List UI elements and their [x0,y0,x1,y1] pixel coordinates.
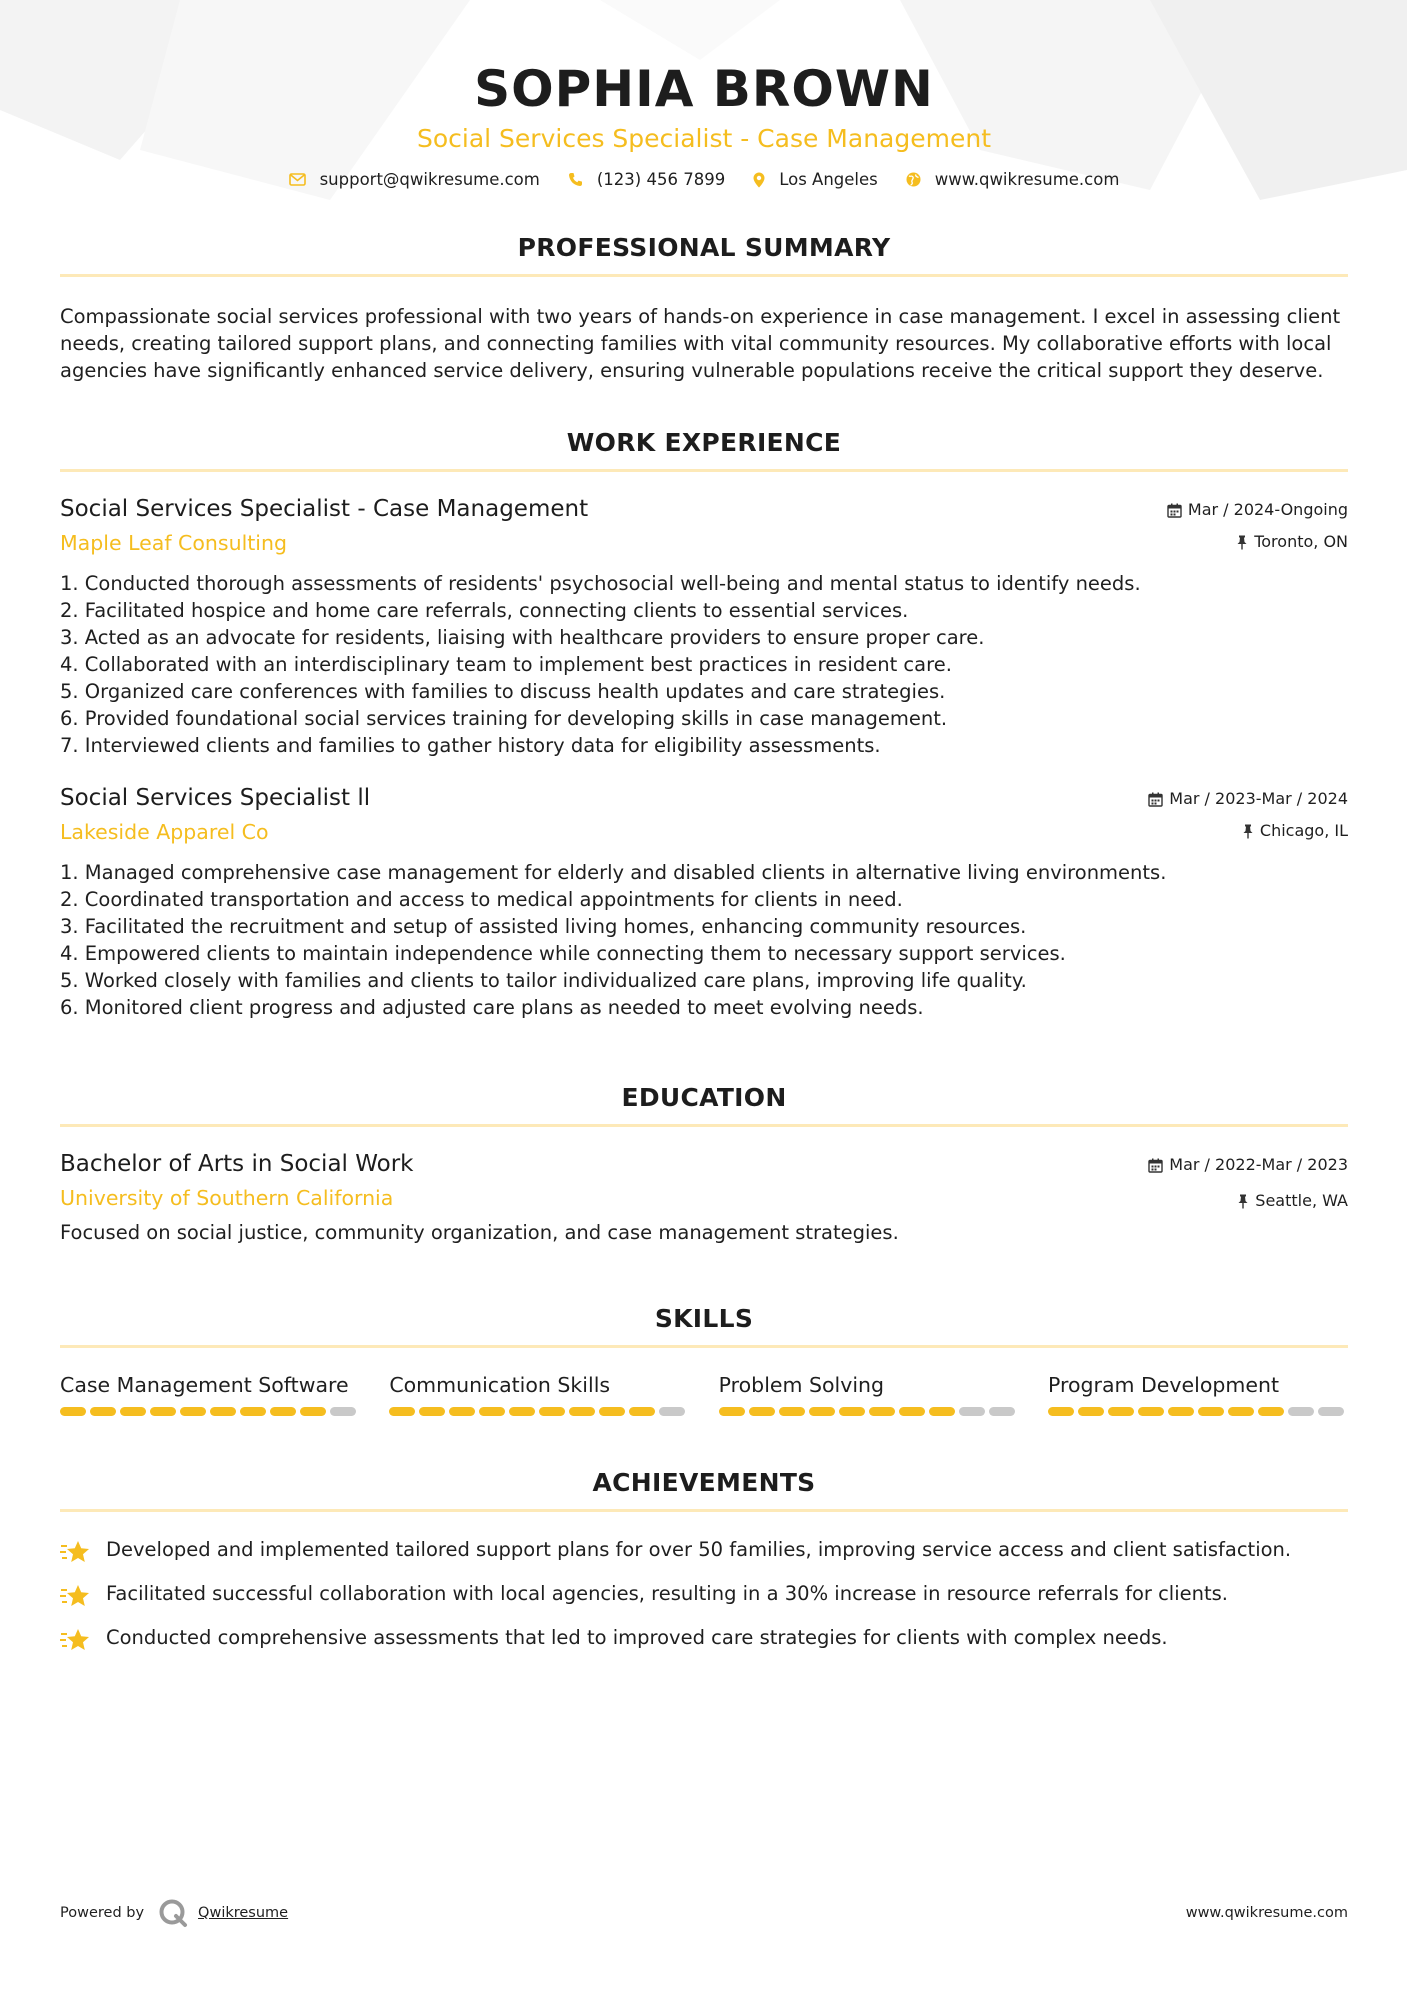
powered-by [60,1898,288,1928]
job-company: Lakeside Apparel Co [60,820,269,844]
qwikresume-link[interactable]: Qwikresume [198,1905,289,1921]
skill-segment-filled [569,1407,595,1416]
job-company: Maple Leaf Consulting [60,531,288,555]
skill-name: Program Development [1047,1373,1279,1397]
qwikresume-logo-icon [158,1898,188,1928]
skill-item [1048,1372,1348,1416]
skills-list [60,1372,1348,1416]
skill-segment-filled [479,1407,505,1416]
job-bullets [60,859,1348,1021]
skill-segment-filled [809,1407,835,1416]
powered-by-label: Powered by [60,1905,145,1921]
calendar-icon [1148,1158,1163,1173]
calendar-icon [1167,503,1182,518]
summary-text: Compassionate social services professional with two years of hands-on experience in case management. I excel in assessing client needs, creating tailored support plans, and connecting families with vital community resources. My collaborative efforts with local agencies have significantly enhanced service delivery, ensuring vulnerable populations receive the critical support they deserve. [60,305,1341,382]
skill-segment-filled [839,1407,865,1416]
pushpin-icon [1236,535,1248,550]
skill-segment-filled [1108,1407,1134,1416]
skill-name: Case Management Software [60,1373,349,1397]
job-role: Social Services Specialist - Case Management [60,496,589,522]
list-item: 5. Worked closely with families and clients to tailor individualized care plans, improving life quality. [60,969,1027,992]
skill-segment-filled [180,1407,206,1416]
job-dates: Mar / 2023-Mar / 2024 [1169,789,1348,808]
skills-divider [60,1345,1348,1348]
education-location: Seattle, WA [1255,1191,1348,1210]
footer-website[interactable]: www.qwikresume.com [1185,1905,1348,1921]
skill-segment-filled [270,1407,296,1416]
skill-segment-filled [509,1407,535,1416]
map-pin-icon [753,172,765,188]
education-entry [60,1149,1348,1246]
education-dates: Mar / 2022-Mar / 2023 [1169,1155,1348,1174]
skill-segment-empty [659,1407,685,1416]
experience-divider [60,469,1348,472]
list-item: 1. Conducted thorough assessments of residents' psychosocial well-being and mental status to identify needs. [60,572,1141,595]
education-divider [60,1124,1348,1127]
list-item: 4. Collaborated with an interdisciplinary team to implement best practices in resident care. [60,653,952,676]
skill-segment-filled [1048,1407,1074,1416]
list-item: 4. Empowered clients to maintain independence while connecting them to necessary support services. [60,942,1066,965]
skill-segment-filled [90,1407,116,1416]
skill-segment-filled [779,1407,805,1416]
skill-segment-filled [449,1407,475,1416]
skill-segment-filled [599,1407,625,1416]
page-footer [60,1898,1348,1928]
candidate-name: SOPHIA BROWN [474,60,934,118]
pushpin-icon [1237,1194,1249,1209]
list-item: 1. Managed comprehensive case management for elderly and disabled clients in alternative living environments. [60,861,1167,884]
achievements-list [60,1536,1348,1652]
job-entry [60,494,1348,759]
skill-segment-filled [929,1407,955,1416]
location-text: Los Angeles [779,170,878,189]
phone-icon [568,172,583,187]
skill-item [60,1372,360,1416]
skill-segment-filled [419,1407,445,1416]
list-item: 3. Facilitated the recruitment and setup of assisted living homes, enhancing community resources. [60,915,1027,938]
list-item [60,1536,1348,1564]
skill-segment-empty [959,1407,985,1416]
skills-heading: SKILLS [654,1304,754,1333]
calendar-icon [1148,792,1163,807]
list-item [60,1580,1348,1608]
job-location: Toronto, ON [1254,532,1348,551]
candidate-title: Social Services Specialist - Case Management [416,124,991,153]
degree-name: Bachelor of Arts in Social Work [60,1151,414,1177]
contact-phone[interactable] [568,170,725,189]
website-text: www.qwikresume.com [934,170,1120,189]
skill-segment-filled [899,1407,925,1416]
skill-segment-filled [629,1407,655,1416]
school-name: University of Southern California [60,1186,394,1210]
education-description: Focused on social justice, community organization, and case management strategies. [60,1221,899,1244]
achievement-text: Facilitated successful collaboration with local agencies, resulting in a 30% increase in resource referrals for clients. [106,1582,1229,1605]
skill-segment-filled [60,1407,86,1416]
list-item [60,1624,1348,1652]
skill-item [389,1372,689,1416]
job-dates: Mar / 2024-Ongoing [1187,500,1348,519]
summary-heading: PROFESSIONAL SUMMARY [517,233,891,262]
skill-name: Communication Skills [389,1373,611,1397]
list-item: 5. Organized care conferences with families to discuss health updates and care strategies. [60,680,946,703]
skill-segment-filled [719,1407,745,1416]
star-icon [60,1628,90,1652]
contact-email[interactable] [289,170,540,189]
skill-segment-empty [330,1407,356,1416]
skill-segment-filled [1258,1407,1284,1416]
skill-segment-filled [240,1407,266,1416]
skill-segment-filled [389,1407,415,1416]
skill-item [719,1372,1019,1416]
skill-level-bar [60,1407,360,1416]
job-bullets [60,570,1348,759]
skill-segment-empty [1288,1407,1314,1416]
contact-location [753,170,878,189]
skill-segment-filled [300,1407,326,1416]
skill-segment-filled [1168,1407,1194,1416]
contact-website[interactable] [906,170,1120,189]
phone-text: (123) 456 7899 [596,170,726,189]
job-location: Chicago, IL [1259,821,1348,840]
job-entry [60,783,1348,1021]
contact-bar [60,170,1348,189]
experience-heading: WORK EXPERIENCE [566,428,842,457]
email-text: support@qwikresume.com [319,170,540,189]
achievements-heading: ACHIEVEMENTS [592,1468,816,1497]
resume-header [60,0,1348,189]
job-role: Social Services Specialist ll [60,785,371,811]
resume-page [60,0,1348,1668]
achievements-divider [60,1509,1348,1512]
skill-level-bar [719,1407,1019,1416]
skill-segment-filled [539,1407,565,1416]
skill-segment-filled [1138,1407,1164,1416]
skill-segment-empty [989,1407,1015,1416]
skill-segment-filled [749,1407,775,1416]
skill-segment-filled [210,1407,236,1416]
achievement-text: Conducted comprehensive assessments that led to improved care strategies for clients with complex needs. [106,1626,1168,1649]
skill-segment-filled [869,1407,895,1416]
pushpin-icon [1242,824,1254,839]
skill-name: Problem Solving [718,1373,885,1397]
star-icon [60,1584,90,1608]
skill-segment-filled [1078,1407,1104,1416]
list-item: 2. Facilitated hospice and home care referrals, connecting clients to essential services. [60,599,909,622]
skill-level-bar [389,1407,689,1416]
achievement-text: Developed and implemented tailored support plans for over 50 families, improving service access and client satisfaction. [106,1538,1292,1561]
list-item: 6. Provided foundational social services training for developing skills in case management. [60,707,948,730]
skill-segment-empty [1318,1407,1344,1416]
list-item: 7. Interviewed clients and families to gather history data for eligibility assessments. [60,734,881,757]
envelope-icon [289,173,306,186]
skill-segment-filled [1228,1407,1254,1416]
education-heading: EDUCATION [621,1083,787,1112]
skill-segment-filled [120,1407,146,1416]
globe-icon [906,172,921,187]
star-icon [60,1540,90,1564]
list-item: 3. Acted as an advocate for residents, liaising with healthcare providers to ensure proper care. [60,626,985,649]
skill-segment-filled [150,1407,176,1416]
list-item: 2. Coordinated transportation and access to medical appointments for clients in need. [60,888,903,911]
list-item: 6. Monitored client progress and adjusted care plans as needed to meet evolving needs. [60,996,924,1019]
summary-divider [60,274,1348,277]
skill-level-bar [1048,1407,1348,1416]
skill-segment-filled [1198,1407,1224,1416]
